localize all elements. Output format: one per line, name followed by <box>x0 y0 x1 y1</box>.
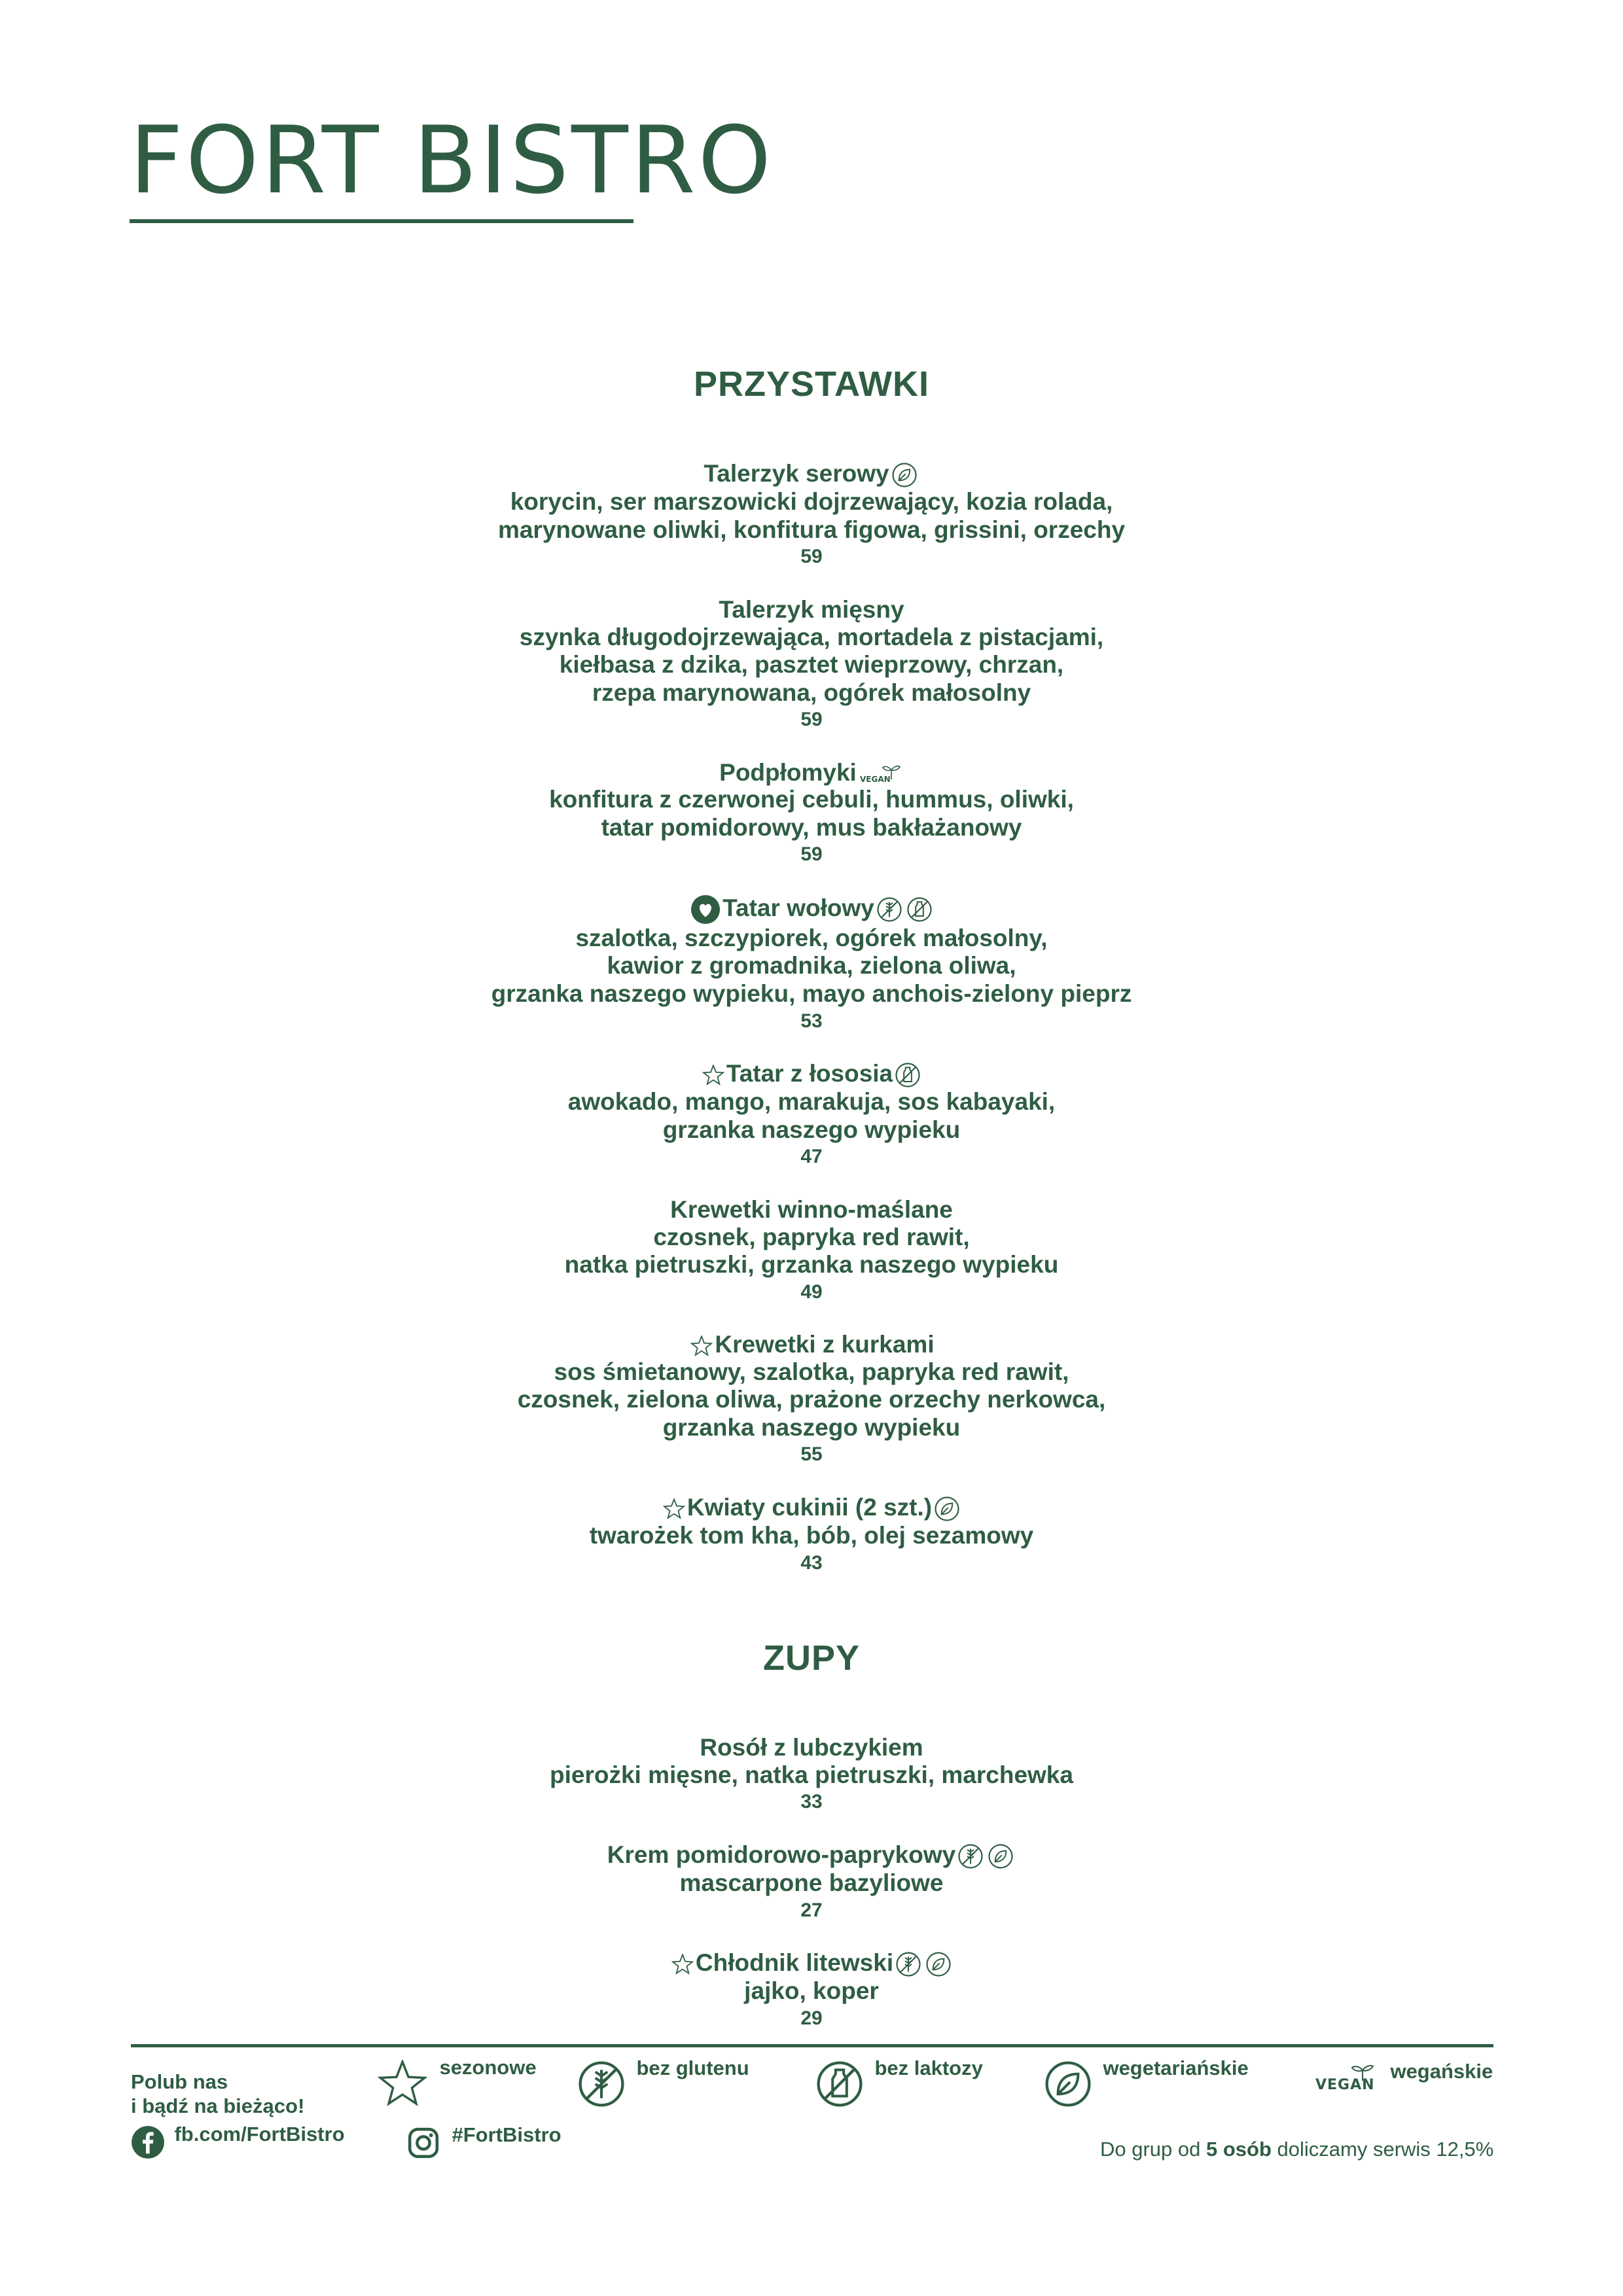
menu-item <box>0 597 1623 733</box>
dish-name-row <box>0 1842 1623 1869</box>
service-note <box>1100 2137 1493 2161</box>
leaf-icon <box>988 1843 1014 1869</box>
footer-divider <box>131 2044 1493 2047</box>
dish-name-row <box>0 1735 1623 1761</box>
menu-item <box>0 760 1623 868</box>
heart-icon <box>690 894 721 925</box>
menu-section <box>0 366 1623 1576</box>
legend-lactose-free <box>815 2057 983 2108</box>
legend-lactose-free-label: bez laktozy <box>874 2057 983 2080</box>
service-note-prefix: Do grup od <box>1100 2138 1206 2161</box>
dish-name-row <box>0 1950 1623 1977</box>
menu-section <box>0 1640 1623 2032</box>
menu-item <box>0 1842 1623 1924</box>
leaf-icon <box>925 1951 952 1977</box>
dish-description: pierożki mięsne, natka pietruszki, marchewka <box>550 1761 1073 1788</box>
dish-name-row <box>0 597 1623 624</box>
instagram-icon <box>407 2127 440 2159</box>
gluten-free-icon <box>577 2060 626 2108</box>
menu-item <box>0 1061 1623 1171</box>
star-icon <box>702 1065 724 1086</box>
dish-description: twarożek tom kha, bób, olej sezamowy <box>589 1522 1034 1549</box>
instagram-link[interactable] <box>407 2123 562 2159</box>
service-note-bold: 5 osób <box>1206 2138 1272 2161</box>
dish-price: 47 <box>800 1146 823 1168</box>
dish-description: korycin, ser marszowicki dojrzewający, kozia rolada, <box>510 488 1113 516</box>
section-title: PRZYSTAWKI <box>694 364 929 404</box>
star-icon <box>378 2060 427 2107</box>
dish-price: 59 <box>800 843 823 866</box>
dish-description: natka pietruszki, grzanka naszego wypieku <box>564 1251 1059 1279</box>
svg-text:VEGAN: VEGAN <box>859 774 891 784</box>
legend-gluten-free-label: bez glutenu <box>636 2057 749 2080</box>
legend-seasonal <box>378 2056 537 2107</box>
dish-price: 55 <box>800 1443 823 1466</box>
leaf-icon <box>1044 2060 1092 2108</box>
brand-name: FORT BISTRO <box>130 107 774 215</box>
follow-us <box>131 2070 304 2118</box>
menu-item <box>0 1494 1623 1576</box>
facebook-icon <box>131 2125 165 2159</box>
dish-description: czosnek, papryka red rawit, <box>653 1223 970 1250</box>
dish-description: grzanka naszego wypieku <box>662 1413 961 1441</box>
dish-description: sos śmietanowy, szalotka, papryka red rawit, <box>554 1358 1069 1385</box>
gluten-free-icon <box>957 1843 984 1869</box>
follow-us-line1: Polub nas <box>131 2070 228 2093</box>
facebook-label: fb.com/FortBistro <box>174 2123 345 2146</box>
dish-name-row <box>0 1061 1623 1088</box>
logo-underline <box>130 219 633 223</box>
follow-us-line2: i bądź na bieżąco! <box>131 2094 305 2118</box>
dish-name: Talerzyk mięsny <box>719 595 904 623</box>
menu-item <box>0 1735 1623 1816</box>
dish-name: Podpłomyki <box>719 758 857 786</box>
lactose-free-icon <box>815 2060 864 2108</box>
star-icon <box>663 1498 685 1519</box>
lactose-free-icon <box>906 896 933 923</box>
legend-vegan <box>1315 2062 1493 2099</box>
legend-vegetarian-label: wegetariańskie <box>1103 2057 1249 2080</box>
dish-name: Talerzyk serowy <box>704 460 889 487</box>
gluten-free-icon <box>895 1951 921 1977</box>
dish-name-row <box>0 894 1623 925</box>
vegan-icon <box>1315 2062 1376 2099</box>
menu-item <box>0 1197 1623 1305</box>
dish-price: 27 <box>800 1899 823 1921</box>
dish-name-row <box>0 1332 1623 1358</box>
legend-vegetarian <box>1044 2057 1249 2108</box>
dish-description: tatar pomidorowy, mus bakłażanowy <box>601 813 1022 841</box>
dish-description: rzepa marynowana, ogórek małosolny <box>592 679 1031 706</box>
dish-name-row <box>0 1197 1623 1224</box>
dish-name-row <box>0 1494 1623 1522</box>
star-icon <box>690 1335 713 1356</box>
facebook-link[interactable] <box>131 2125 345 2159</box>
star-icon <box>671 1954 694 1975</box>
dish-name: Tatar z łososia <box>726 1060 893 1087</box>
legend-vegan-label: wegańskie <box>1390 2060 1493 2083</box>
dish-name-row <box>0 760 1623 786</box>
brand-logo <box>130 107 774 226</box>
dish-price: 53 <box>800 1010 823 1032</box>
dish-price: 59 <box>800 709 823 731</box>
leaf-icon <box>891 462 918 488</box>
dish-description: jajko, koper <box>744 1977 879 2005</box>
dish-name: Krem pomidorowo-paprykowy <box>607 1841 956 1868</box>
leaf-icon <box>934 1496 960 1522</box>
vegan-icon <box>859 762 902 786</box>
legend-gluten-free <box>577 2057 749 2108</box>
menu-item <box>0 461 1623 571</box>
dish-name: Kwiaty cukinii (2 szt.) <box>687 1493 933 1521</box>
dish-description: grzanka naszego wypieku, mayo anchois-zielony pieprz <box>491 980 1132 1008</box>
dish-description: szalotka, szczypiorek, ogórek małosolny, <box>575 924 1048 951</box>
dish-name: Chłodnik litewski <box>695 1949 894 1977</box>
dish-price: 49 <box>800 1280 823 1303</box>
dish-price: 29 <box>800 2007 823 2030</box>
vegan-badge-text: VEGAN <box>1315 2077 1375 2093</box>
service-note-suffix: doliczamy serwis 12,5% <box>1271 2138 1494 2161</box>
dish-description: grzanka naszego wypieku <box>662 1116 961 1143</box>
section-title: ZUPY <box>762 1638 861 1678</box>
dish-description: szynka długodojrzewająca, mortadela z pistacjami, <box>519 623 1104 650</box>
menu-item <box>0 1950 1623 2032</box>
dish-description: marynowane oliwki, konfitura figowa, grissini, orzechy <box>497 516 1126 543</box>
dish-price: 43 <box>800 1551 823 1574</box>
dish-name: Tatar wołowy <box>722 894 874 921</box>
dish-name: Krewetki z kurkami <box>715 1331 935 1358</box>
dish-name: Rosół z lubczykiem <box>700 1734 923 1761</box>
dish-description: kiełbasa z dzika, pasztet wieprzowy, chrzan, <box>559 651 1064 679</box>
instagram-label: #FortBistro <box>452 2123 562 2147</box>
dish-name-row <box>0 461 1623 488</box>
lactose-free-icon <box>895 1062 921 1088</box>
menu-content <box>0 366 1623 2058</box>
menu-item <box>0 894 1623 1034</box>
dish-description: kawior z gromadnika, zielona oliwa, <box>607 952 1016 980</box>
menu-item <box>0 1332 1623 1468</box>
dish-price: 33 <box>800 1791 823 1813</box>
dish-price: 59 <box>800 546 823 568</box>
gluten-free-icon <box>876 896 902 923</box>
dish-description: awokado, mango, marakuja, sos kabayaki, <box>567 1088 1056 1116</box>
dish-description: konfitura z czerwonej cebuli, hummus, oliwki, <box>549 786 1074 813</box>
dish-description: mascarpone bazyliowe <box>679 1869 944 1897</box>
dish-description: czosnek, zielona oliwa, prażone orzechy nerkowca, <box>517 1386 1106 1413</box>
dish-name: Krewetki winno-maślane <box>670 1195 953 1223</box>
legend-seasonal-label: sezonowe <box>439 2056 537 2079</box>
